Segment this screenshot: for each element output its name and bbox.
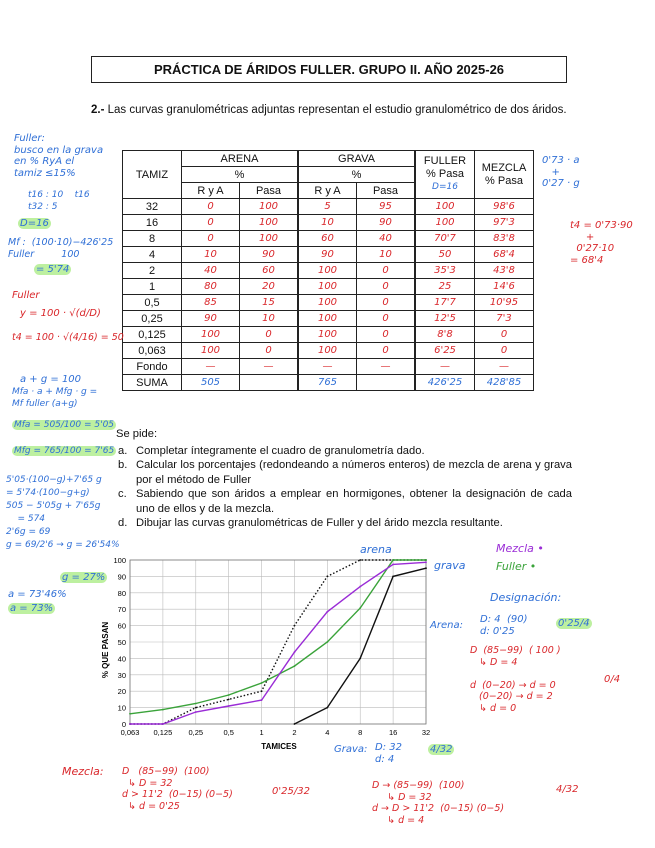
th-arena-rya: R y A — [182, 183, 240, 199]
th-grava-pasa: Pasa — [357, 183, 416, 199]
note-grava-design: D: 32 d: 4 — [375, 742, 402, 765]
cell-mezcla: 14'6 — [475, 279, 534, 295]
point-arena — [326, 576, 328, 578]
table-row — [123, 263, 534, 279]
cell-g_pasa: 40 — [357, 231, 416, 247]
cell-a_pasa: 0 — [240, 343, 299, 359]
note-arena-label: Arena: — [430, 620, 463, 631]
cell-a_pasa: 100 — [240, 231, 299, 247]
point-fuller — [359, 607, 361, 609]
note-arena-design: D: 4 (90) d: 0'25 — [480, 614, 528, 637]
cell-mezcla: 428'85 — [475, 375, 534, 391]
point-fuller — [425, 559, 427, 561]
table-row — [123, 343, 534, 359]
cell-g_pasa: 10 — [357, 247, 416, 263]
point-arena — [228, 699, 230, 701]
cell-g_pasa: 0 — [357, 327, 416, 343]
chart-ylabel: % QUE PASAN — [101, 621, 110, 679]
pide-item-c: c. Sabiendo que son áridos a emplear en hormigones, obtener la designación de cada uno de ellos y de la mezcla. — [118, 488, 572, 515]
cell-a_rya: 0 — [182, 231, 240, 247]
cell-fuller: 35'3 — [415, 263, 475, 279]
cell-g_pasa: — — [357, 359, 416, 375]
curve-label-grava: grava — [434, 559, 466, 572]
x-tick-label: 0,125 — [153, 728, 173, 737]
note-a-calc: a = 73'46% — [8, 589, 67, 600]
question — [91, 103, 571, 118]
cell-mezcla: 98'6 — [475, 199, 534, 215]
granulometry-chart — [96, 550, 441, 760]
table-row — [123, 327, 534, 343]
th-grava: GRAVA — [298, 151, 415, 167]
note-grava-steps: D → (85−99) (100) ↳ D = 32 d → D > 11'2 (0−15) (0−5) ↳ d = 4 — [372, 780, 505, 826]
th-mezcla: MEZCLA % Pasa — [475, 151, 534, 199]
table-row — [123, 215, 534, 231]
note-mezcla-label: Mezcla: — [62, 765, 104, 778]
note-mf-fuller: Mf : (100·10)−426'25 Fuller 100 — [8, 237, 114, 260]
note-a-result: a = 73% — [10, 603, 54, 614]
cell-g_pasa: 0 — [357, 279, 416, 295]
cell-tamiz: 1 — [123, 279, 182, 295]
note-grava-label: Grava: — [334, 744, 368, 755]
cell-tamiz: 4 — [123, 247, 182, 263]
cell-tamiz: 0,5 — [123, 295, 182, 311]
note-mf-value: = 5'74 — [36, 264, 70, 275]
cell-g_rya: 100 — [298, 295, 357, 311]
cell-g_rya: — — [298, 359, 357, 375]
cell-mezcla: 68'4 — [475, 247, 534, 263]
cell-a_rya: 505 — [182, 375, 240, 391]
cell-g_rya: 100 — [298, 279, 357, 295]
cell-a_rya: 100 — [182, 327, 240, 343]
cell-a_rya: 0 — [182, 215, 240, 231]
cell-g_rya: 765 — [298, 375, 357, 391]
note-grava-result: 4/32 — [430, 744, 453, 755]
cell-a_rya: 40 — [182, 263, 240, 279]
note-d16: D=16 — [20, 218, 49, 229]
pide-item-d: d. Dibujar las curvas granulométricas de Fuller y del árido mezcla resultante. — [118, 517, 503, 529]
y-tick-label: 100 — [113, 556, 126, 565]
cell-fuller: 8'8 — [415, 327, 475, 343]
point-mezcla — [162, 723, 164, 725]
note-arena-steps: D (85−99) ( 100 ) ↳ D = 4 d (0−20) → d = 0 (0−20) → d = 2 ↳ d = 0 — [470, 645, 561, 714]
y-tick-label: 50 — [117, 638, 126, 647]
cell-fuller: — — [415, 359, 475, 375]
legend-fuller: Fuller • — [496, 560, 537, 573]
series-line-mezcla — [130, 562, 426, 724]
se-pide-label: Se pide: — [116, 428, 158, 440]
cell-fuller: 17'7 — [415, 295, 475, 311]
cell-g_rya: 90 — [298, 247, 357, 263]
cell-a_rya: 80 — [182, 279, 240, 295]
point-mezcla — [195, 711, 197, 713]
cell-g_rya: 100 — [298, 343, 357, 359]
point-mezcla — [425, 561, 427, 563]
cell-a_pasa: 60 — [240, 263, 299, 279]
cell-tamiz: 32 — [123, 199, 182, 215]
cell-fuller: 70'7 — [415, 231, 475, 247]
x-tick-label: 8 — [358, 728, 363, 737]
cell-a_pasa: 100 — [240, 199, 299, 215]
table-row — [123, 375, 534, 391]
y-tick-label: 60 — [117, 621, 126, 631]
page-title: PRÁCTICA DE ÁRIDOS FULLER. GRUPO II. AÑO 2025-26 — [91, 56, 567, 83]
note-eq2: Mfa · a + Mfg · g = Mf fuller (a+g) — [12, 387, 98, 409]
note-fuller-formula: y = 100 · √(d/D) — [20, 308, 101, 319]
point-mezcla — [129, 723, 131, 725]
cell-fuller: 100 — [415, 215, 475, 231]
th-grava-percent: % — [298, 167, 415, 183]
cell-fuller: 25 — [415, 279, 475, 295]
note-mezcla-result: 0'25/32 — [272, 786, 310, 797]
point-mezcla — [261, 699, 263, 701]
point-mezcla — [294, 651, 296, 653]
y-tick-label: 20 — [117, 687, 126, 697]
cell-g_rya: 100 — [298, 263, 357, 279]
pide-item-b: b. Calcular los porcentajes (redondeando a números enteros) de mezcla de arena y grava por el método de Fuller — [118, 459, 572, 486]
x-tick-label: 32 — [421, 728, 431, 737]
cell-g_rya: 5 — [298, 199, 357, 215]
point-grava — [326, 707, 328, 709]
cell-a_rya: 0 — [182, 199, 240, 215]
note-grava-result2: 4/32 — [556, 784, 579, 795]
cell-a_rya: 100 — [182, 343, 240, 359]
point-mezcla — [392, 564, 394, 566]
note-designacion: Designación: — [490, 591, 562, 604]
point-fuller — [294, 665, 296, 667]
y-tick-label: 40 — [117, 654, 126, 664]
point-mezcla — [359, 586, 361, 588]
table-row — [123, 311, 534, 327]
point-arena — [294, 625, 296, 627]
note-d-calc: t16 : 10 t16 t32 : 5 — [28, 190, 90, 212]
cell-g_pasa: 0 — [357, 295, 416, 311]
y-tick-label: 10 — [117, 703, 126, 713]
cell-tamiz: 0,125 — [123, 327, 182, 343]
point-fuller — [162, 709, 164, 711]
point-grava — [425, 567, 427, 569]
y-tick-label: 80 — [117, 588, 126, 598]
y-tick-label: 90 — [117, 572, 126, 582]
cell-a_pasa: 10 — [240, 311, 299, 327]
cell-mezcla: 7'3 — [475, 311, 534, 327]
th-arena-pasa: Pasa — [240, 183, 299, 199]
x-tick-label: 16 — [388, 728, 398, 737]
table-row — [123, 279, 534, 295]
se-pide — [116, 427, 572, 531]
cell-mezcla: 43'8 — [475, 263, 534, 279]
note-t4-mix: t4 = 0'73·90 + 0'27·10 = 68'4 — [570, 220, 633, 266]
cell-a_rya: 10 — [182, 247, 240, 263]
note-mfa: Mfa = 505/100 = 5'05 — [14, 420, 115, 430]
y-tick-label: 70 — [117, 605, 126, 615]
th-arena: ARENA — [182, 151, 299, 167]
point-arena — [195, 707, 197, 709]
cell-mezcla: 97'3 — [475, 215, 534, 231]
note-g-result: g = 27% — [62, 572, 106, 583]
cell-tamiz: 2 — [123, 263, 182, 279]
x-tick-label: 1 — [259, 728, 264, 737]
cell-tamiz: Fondo — [123, 359, 182, 375]
cell-mezcla: 83'8 — [475, 231, 534, 247]
cell-a_pasa: 15 — [240, 295, 299, 311]
cell-g_pasa: 0 — [357, 263, 416, 279]
cell-a_pasa — [240, 375, 299, 391]
x-tick-label: 0,063 — [120, 728, 140, 737]
x-tick-label: 0,25 — [188, 728, 204, 737]
cell-g_pasa: 0 — [357, 343, 416, 359]
cell-tamiz: 0,25 — [123, 311, 182, 327]
point-grava — [359, 658, 361, 660]
note-fuller-grava: Fuller: busco en la grava en % RyA el tamiz ≤15% — [14, 133, 104, 179]
cell-mezcla: 10'95 — [475, 295, 534, 311]
point-mezcla — [228, 705, 230, 707]
note-ratio: 0'73 · a + 0'27 · g — [542, 155, 580, 189]
note-mfg: Mfg = 765/100 = 7'65 — [14, 446, 115, 456]
note-arena-result2: 0/4 — [604, 674, 621, 685]
cell-a_pasa: 0 — [240, 327, 299, 343]
table-row — [123, 247, 534, 263]
note-fuller-formula-title: Fuller — [12, 290, 40, 301]
cell-fuller: 6'25 — [415, 343, 475, 359]
cell-tamiz: SUMA — [123, 375, 182, 391]
cell-a_pasa: — — [240, 359, 299, 375]
question-number: 2.- — [91, 104, 105, 116]
chart-xlabel: TAMICES — [261, 742, 297, 751]
cell-a_rya: 90 — [182, 311, 240, 327]
granulometry-table — [122, 150, 534, 391]
point-fuller — [326, 641, 328, 643]
th-grava-rya: R y A — [298, 183, 357, 199]
table-row — [123, 231, 534, 247]
x-tick-label: 2 — [292, 728, 297, 737]
note-mezcla-steps: D (85−99) (100) ↳ D = 32 d > 11'2 (0−15) (0−5) ↳ d = 0'25 — [122, 766, 233, 812]
th-tamiz: TAMIZ — [123, 151, 182, 199]
cell-a_rya: — — [182, 359, 240, 375]
y-tick-label: 0 — [121, 720, 126, 729]
point-grava — [392, 576, 394, 578]
th-fuller: FULLER % Pasa D=16 — [415, 151, 475, 199]
cell-tamiz: 8 — [123, 231, 182, 247]
note-fuller-t4: t4 = 100 · √(4/16) = 50 — [12, 332, 124, 343]
cell-g_pasa: 0 — [357, 311, 416, 327]
cell-a_pasa: 20 — [240, 279, 299, 295]
table-row — [123, 295, 534, 311]
note-mix-calc: 5'05·(100−g)+7'65 g = 5'74·(100−g+g) 505 − 5'05g + 7'65g = 574 2'6g = 69 g = 69/2'6 → g = 26'54% — [6, 475, 120, 550]
table-row — [123, 199, 534, 215]
point-fuller — [129, 713, 131, 715]
series-line-fuller — [130, 560, 426, 714]
cell-fuller: 12'5 — [415, 311, 475, 327]
th-arena-percent: % — [182, 167, 299, 183]
curve-label-arena: arena — [360, 543, 392, 556]
cell-fuller: 100 — [415, 199, 475, 215]
pide-item-a: a. Completar íntegramente el cuadro de granulometría dado. — [118, 444, 425, 457]
point-fuller — [261, 682, 263, 684]
question-text: Las curvas granulométricas adjuntas representan el estudio granulométrico de dos áridos. — [107, 104, 567, 116]
note-arena-result: 0'25/4 — [558, 618, 590, 629]
cell-mezcla: — — [475, 359, 534, 375]
cell-g_pasa — [357, 375, 416, 391]
cell-g_rya: 100 — [298, 327, 357, 343]
cell-a_pasa: 90 — [240, 247, 299, 263]
legend-mezcla: Mezcla • — [496, 542, 544, 555]
note-eq1: a + g = 100 — [20, 374, 82, 385]
cell-g_pasa: 90 — [357, 215, 416, 231]
point-fuller — [392, 559, 394, 561]
point-fuller — [195, 703, 197, 705]
cell-g_rya: 10 — [298, 215, 357, 231]
point-fuller — [228, 694, 230, 696]
point-arena — [261, 690, 263, 692]
x-tick-label: 0,5 — [223, 728, 234, 737]
cell-mezcla: 0 — [475, 327, 534, 343]
cell-a_rya: 85 — [182, 295, 240, 311]
cell-a_pasa: 100 — [240, 215, 299, 231]
cell-fuller: 426'25 — [415, 375, 475, 391]
cell-tamiz: 16 — [123, 215, 182, 231]
table-row — [123, 359, 534, 375]
cell-mezcla: 0 — [475, 343, 534, 359]
y-tick-label: 30 — [117, 670, 126, 680]
point-grava — [294, 723, 296, 725]
point-mezcla — [326, 611, 328, 613]
cell-g_rya: 100 — [298, 311, 357, 327]
x-tick-label: 4 — [325, 728, 330, 737]
point-arena — [359, 559, 361, 561]
cell-tamiz: 0,063 — [123, 343, 182, 359]
cell-fuller: 50 — [415, 247, 475, 263]
cell-g_rya: 60 — [298, 231, 357, 247]
cell-g_pasa: 95 — [357, 199, 416, 215]
